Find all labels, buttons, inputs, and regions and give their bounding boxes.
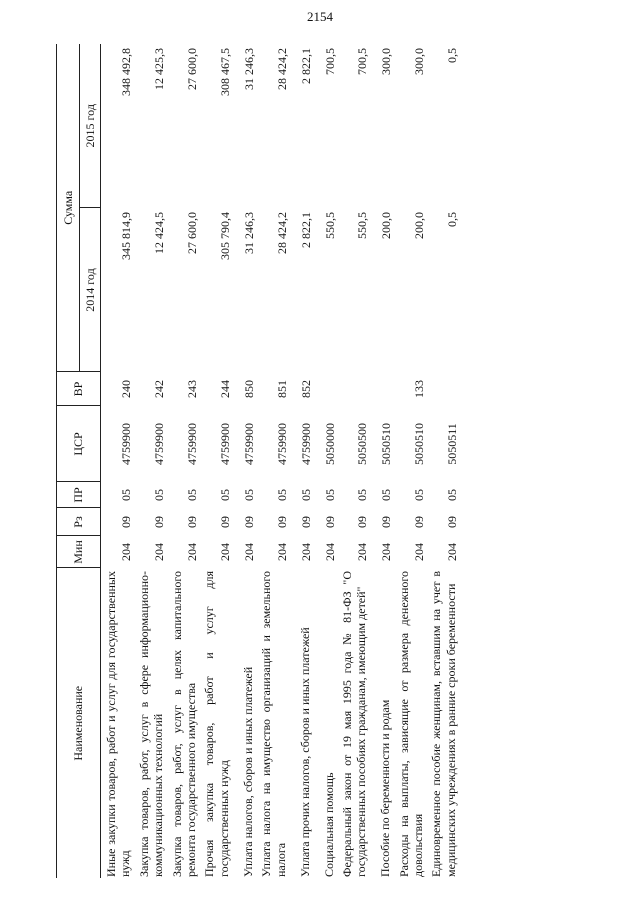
cell-2014: 200,0 bbox=[379, 212, 394, 239]
cell-rz: 09 bbox=[217, 516, 232, 528]
table-row bbox=[370, 44, 394, 878]
cell-rz: 09 bbox=[412, 516, 427, 528]
cell-pr: 05 bbox=[355, 489, 370, 501]
cell-name: Пособие по беременности и родам bbox=[378, 699, 393, 877]
cell-name: Федеральный закон от 19 мая 1995 года № 81-ФЗ "О государственных пособиях гражданам, имеющим детей" bbox=[339, 571, 369, 877]
header-2015: 2015 год bbox=[80, 44, 101, 208]
cell-2014: 28 424,2 bbox=[274, 212, 289, 254]
cell-2015: 300,0 bbox=[379, 47, 394, 75]
cell-vr bbox=[370, 372, 394, 406]
cell-pr: 05 bbox=[152, 489, 167, 501]
cell-2014: 2 822,1 bbox=[298, 212, 313, 248]
cell-name: Закупка товаров, работ, услуг в сфере информационно-коммуникационных технологий bbox=[136, 571, 166, 877]
cell-min: 204 bbox=[379, 543, 394, 561]
cell-pr: 05 bbox=[119, 489, 134, 501]
cell-min: 204 bbox=[298, 543, 313, 561]
cell-min: 204 bbox=[119, 543, 134, 561]
table-row bbox=[313, 44, 337, 878]
cell-rz: 09 bbox=[152, 516, 167, 528]
cell-2014: 27 600,0 bbox=[184, 212, 199, 254]
cell-csr: 4759900 bbox=[152, 423, 167, 465]
cell-2014: 305 790,4 bbox=[217, 212, 232, 260]
cell-2014: 550,5 bbox=[355, 212, 370, 239]
table-row bbox=[426, 44, 459, 878]
cell-csr: 4759900 bbox=[241, 423, 256, 465]
header-pr: ПР bbox=[57, 482, 101, 508]
cell-pr: 05 bbox=[412, 489, 427, 501]
cell-rz: 09 bbox=[322, 516, 337, 528]
budget-table bbox=[56, 44, 459, 878]
header-2014: 2014 год bbox=[80, 208, 101, 372]
cell-name: Единовременное пособие женщинам, вставшим на учет в медицинских учреждениях в ранние сроки беременности bbox=[429, 571, 458, 877]
cell-2015: 12 425,3 bbox=[152, 47, 167, 90]
cell-pr: 05 bbox=[379, 489, 394, 501]
cell-csr: 5050500 bbox=[355, 423, 370, 465]
cell-rz: 09 bbox=[241, 516, 256, 528]
cell-pr: 05 bbox=[322, 489, 337, 501]
cell-csr: 5050510 bbox=[412, 423, 427, 465]
cell-2015: 2 822,1 bbox=[298, 47, 313, 84]
cell-min: 204 bbox=[412, 543, 427, 561]
cell-vr: 852 bbox=[298, 380, 313, 398]
table-row bbox=[256, 44, 289, 878]
cell-pr: 05 bbox=[184, 489, 199, 501]
table-row bbox=[337, 44, 370, 878]
cell-2014: 200,0 bbox=[412, 212, 427, 239]
cell-pr: 05 bbox=[298, 489, 313, 501]
cell-pr: 05 bbox=[444, 489, 459, 501]
cell-name: Уплата налога на имущество организаций и земельного налога bbox=[259, 571, 288, 877]
cell-rz: 09 bbox=[355, 516, 370, 528]
cell-2015: 0,5 bbox=[444, 47, 459, 63]
cell-min: 204 bbox=[355, 543, 370, 561]
cell-csr: 4759900 bbox=[119, 423, 134, 465]
cell-name: Социальная помощь bbox=[321, 772, 336, 877]
cell-csr: 5050000 bbox=[322, 423, 337, 465]
cell-vr: 851 bbox=[274, 380, 289, 398]
cell-2014: 345 814,9 bbox=[119, 212, 134, 260]
table-row bbox=[167, 44, 200, 878]
table-row bbox=[134, 44, 167, 878]
cell-min: 204 bbox=[217, 543, 232, 561]
cell-rz: 09 bbox=[184, 516, 199, 528]
cell-2015: 700,5 bbox=[355, 47, 370, 75]
cell-vr: 850 bbox=[241, 380, 256, 398]
cell-csr: 4759900 bbox=[298, 423, 313, 465]
cell-min: 204 bbox=[241, 543, 256, 561]
cell-rz: 09 bbox=[119, 516, 134, 528]
cell-name: Иные закупки товаров, работ и услуг для государственных нужд bbox=[104, 571, 133, 877]
cell-min: 204 bbox=[152, 543, 167, 561]
cell-vr bbox=[337, 372, 370, 406]
cell-vr: 243 bbox=[184, 380, 199, 398]
cell-vr bbox=[426, 372, 459, 406]
cell-2015: 300,0 bbox=[412, 47, 427, 75]
cell-name: Прочая закупка товаров, работ и услуг для государственных нужд bbox=[202, 571, 231, 877]
table-row bbox=[232, 44, 256, 878]
cell-csr: 4759900 bbox=[217, 423, 232, 465]
cell-name: Уплата прочих налогов, сборов и иных платежей bbox=[297, 627, 312, 877]
cell-2014: 12 424,5 bbox=[152, 212, 167, 254]
cell-csr: 4759900 bbox=[274, 423, 289, 465]
cell-pr: 05 bbox=[241, 489, 256, 501]
cell-vr: 244 bbox=[217, 380, 232, 398]
cell-2014: 0,5 bbox=[444, 212, 459, 227]
cell-vr: 240 bbox=[119, 380, 134, 398]
cell-csr: 5050511 bbox=[444, 423, 459, 465]
table-row bbox=[199, 44, 232, 878]
table-row bbox=[101, 44, 134, 878]
table-row bbox=[289, 44, 313, 878]
header-vr: ВР bbox=[57, 372, 101, 406]
table-row bbox=[394, 44, 427, 878]
cell-rz: 09 bbox=[274, 516, 289, 528]
cell-rz: 09 bbox=[444, 516, 459, 528]
table-header bbox=[57, 44, 101, 878]
cell-pr: 05 bbox=[274, 489, 289, 501]
header-min: Мин bbox=[57, 536, 101, 568]
header-sum: Сумма bbox=[57, 44, 80, 372]
cell-2015: 700,5 bbox=[322, 47, 337, 75]
cell-vr: 242 bbox=[152, 380, 167, 398]
cell-vr bbox=[313, 372, 337, 406]
cell-pr: 05 bbox=[217, 489, 232, 501]
cell-vr: 133 bbox=[412, 380, 427, 398]
table-body bbox=[101, 44, 460, 878]
cell-min: 204 bbox=[184, 543, 199, 561]
cell-name: Расходы на выплаты, зависящие от размера денежного довольствия bbox=[396, 571, 426, 877]
page-number: 2154 bbox=[307, 9, 333, 24]
cell-2014: 550,5 bbox=[322, 212, 337, 239]
cell-min: 204 bbox=[322, 543, 337, 561]
cell-csr: 4759900 bbox=[184, 423, 199, 465]
cell-min: 204 bbox=[274, 543, 289, 561]
cell-2015: 31 246,3 bbox=[241, 47, 256, 90]
cell-2015: 27 600,0 bbox=[184, 47, 199, 90]
cell-name: Закупка товаров, работ, услуг в целях капитального ремонта государственного имущества bbox=[169, 571, 198, 877]
cell-rz: 09 bbox=[298, 516, 313, 528]
header-rz: Рз bbox=[57, 508, 101, 536]
cell-2015: 28 424,2 bbox=[274, 47, 289, 90]
cell-min: 204 bbox=[444, 543, 459, 561]
cell-name: Уплата налогов, сборов и иных платежей bbox=[240, 666, 255, 877]
cell-csr: 5050510 bbox=[379, 423, 394, 465]
cell-2015: 348 492,8 bbox=[119, 47, 134, 96]
cell-2015: 308 467,5 bbox=[217, 47, 232, 96]
header-csr: ЦСР bbox=[57, 406, 101, 482]
cell-2014: 31 246,3 bbox=[241, 212, 256, 254]
rotated-page-content bbox=[56, 44, 562, 878]
header-name: Наименование bbox=[57, 568, 101, 878]
cell-rz: 09 bbox=[379, 516, 394, 528]
